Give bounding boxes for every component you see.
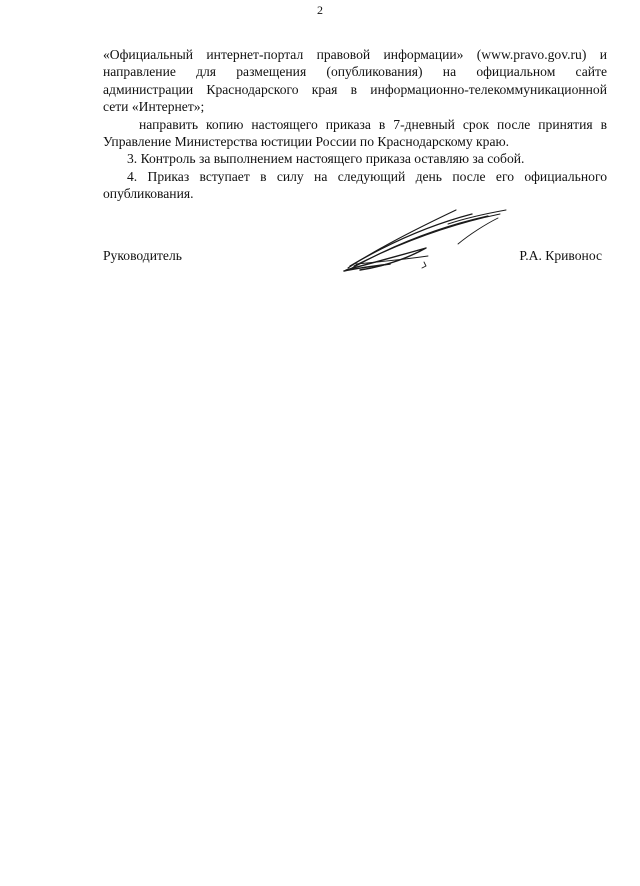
signatory-name: Р.А. Кривонос <box>519 248 602 263</box>
page-number: 2 <box>317 3 323 17</box>
text-line: направить копию настоящего приказа в 7-дневный срок после принятия в <box>139 116 607 132</box>
text-line: направление для размещения (опубликования) на официальном сайте <box>103 64 607 80</box>
text-line: «Официальный интернет-портал правовой информации» (www.pravo.gov.ru) и <box>103 47 607 62</box>
signatory-title: Руководитель <box>103 248 182 263</box>
document-body <box>103 46 607 203</box>
handwritten-signature <box>338 204 514 276</box>
text-line: опубликования. <box>103 186 194 202</box>
text-line: администрации Краснодарского края в информационно-телекоммуникационной <box>103 81 607 97</box>
text-line: сети «Интернет»; <box>103 99 205 115</box>
text-line: 3. Контроль за выполнением настоящего приказа оставляю за собой. <box>127 151 525 167</box>
text-line: Управление Министерства юстиции России по Краснодарскому краю. <box>103 134 510 150</box>
text-line: 4. Приказ вступает в силу на следующий день после его официального <box>127 168 607 184</box>
